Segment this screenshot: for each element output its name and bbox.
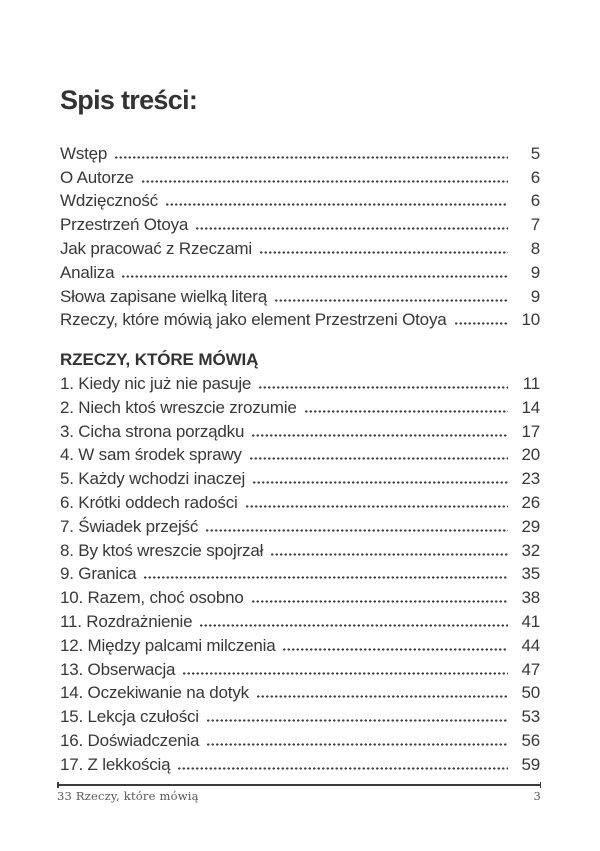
dot-leader (270, 552, 508, 557)
toc-entry-page: 59 (521, 754, 540, 774)
dot-leader (195, 226, 508, 231)
toc-entry (60, 211, 540, 235)
toc-entry-page: 8 (530, 238, 540, 258)
toc-entry-page: 35 (521, 564, 540, 584)
toc-entry (60, 307, 540, 331)
toc-entry (60, 513, 540, 537)
dot-leader (258, 385, 508, 390)
toc-entry-label: 8. By ktoś wreszcie spojrzał (60, 540, 264, 560)
dot-leader (182, 671, 508, 676)
toc-entry-page: 20 (521, 445, 540, 465)
dot-leader (143, 575, 508, 580)
toc-entry (60, 632, 540, 656)
toc-entry-page: 50 (521, 683, 540, 703)
footer-page-number: 3 (533, 788, 541, 803)
dot-leader (251, 599, 508, 604)
toc-entry-label: 7. Świadek przejść (60, 516, 199, 536)
dot-leader (256, 694, 508, 699)
page-title: Spis treści: (60, 85, 198, 115)
toc-entry-label: 11. Rozdrażnienie (60, 611, 193, 631)
dot-leader (165, 202, 508, 207)
toc-entry-page: 7 (530, 215, 540, 235)
toc-entry (60, 418, 540, 442)
toc-entry-label: Analiza (60, 262, 115, 282)
dot-leader (177, 766, 508, 771)
toc-entry-page: 38 (521, 588, 540, 608)
toc-entry (60, 235, 540, 259)
toc-entry-label: 15. Lekcja czułości (60, 707, 199, 727)
toc-entry (60, 608, 540, 632)
toc-entry-page: 6 (530, 191, 540, 211)
footer-text-row (57, 789, 541, 803)
toc-entry (60, 656, 540, 680)
toc-entry-label: 17. Z lekkością (60, 754, 171, 774)
toc-entry-page: 44 (521, 635, 540, 655)
toc-entry (60, 164, 540, 188)
toc-entry-page: 14 (521, 397, 540, 417)
page-footer (57, 784, 541, 803)
toc-entry-label: 2. Niech ktoś wreszcie zrozumie (60, 397, 297, 417)
section-header: RZECZY, KTÓRE MÓWIĄ (60, 350, 259, 370)
toc-entry-label: Przestrzeń Otoya (60, 215, 189, 235)
toc-entry (60, 751, 540, 775)
footer-book-title: 33 Rzeczy, które mówią (57, 788, 199, 803)
toc-entry (60, 442, 540, 466)
toc-entry-label: O Autorze (60, 167, 134, 187)
dot-leader (282, 647, 508, 652)
toc-list-chapters (60, 370, 540, 775)
toc-entry-label: 5. Każdy wchodzi inaczej (60, 469, 246, 489)
toc-entry-label: 1. Kiedy nic już nie pasuje (60, 373, 252, 393)
toc-entry-page: 32 (521, 540, 540, 560)
toc-entry-page: 9 (530, 262, 540, 282)
toc-entry-label: 13. Obserwacja (60, 659, 176, 679)
toc-entry (60, 537, 540, 561)
toc-entry-label: 4. W sam środek sprawy (60, 445, 242, 465)
toc-entry (60, 140, 540, 164)
dot-leader (245, 504, 508, 509)
dot-leader (252, 480, 508, 485)
toc-entry (60, 489, 540, 513)
toc-entry (60, 465, 540, 489)
toc-entry-page: 56 (521, 730, 540, 750)
toc-entry-label: Słowa zapisane wielką literą (60, 286, 268, 306)
toc-entry (60, 584, 540, 608)
toc-entry (60, 680, 540, 704)
dot-leader (141, 179, 508, 184)
toc-entry-page: 23 (521, 469, 540, 489)
dot-leader (121, 274, 508, 279)
toc-entry-page: 6 (530, 167, 540, 187)
dot-leader (259, 250, 508, 255)
toc-entry (60, 561, 540, 585)
dot-leader (251, 433, 508, 438)
dot-leader (249, 456, 508, 461)
toc-entry-label: 3. Cicha strona porządku (60, 421, 245, 441)
toc-entry-page: 11 (522, 373, 540, 393)
toc-entry (60, 394, 540, 418)
toc-entry (60, 259, 540, 283)
toc-entry-label: 12. Między palcami milczenia (60, 635, 276, 655)
dot-leader (114, 155, 508, 160)
toc-entry-label: 14. Oczekiwanie na dotyk (60, 683, 249, 703)
toc-entry-label: Wstęp (60, 143, 108, 163)
toc-entry (60, 283, 540, 307)
dot-leader (304, 409, 508, 414)
footer-rule (57, 784, 541, 786)
toc-entry-page: 10 (521, 310, 540, 330)
toc-entry (60, 370, 540, 394)
toc-entry-page: 26 (521, 492, 540, 512)
toc-entry-page: 41 (521, 611, 540, 631)
toc-entry (60, 188, 540, 212)
toc-entry (60, 727, 540, 751)
toc-entry-label: Wdzięczność (60, 191, 158, 211)
dot-leader (454, 321, 509, 326)
dot-leader (205, 528, 508, 533)
dot-leader (206, 742, 508, 747)
toc-entry-page: 9 (530, 286, 540, 306)
toc-entry-label: 16. Doświadczenia (60, 730, 200, 750)
toc-entry-label: 6. Krótki oddech radości (60, 492, 238, 512)
toc-entry-page: 17 (521, 421, 540, 441)
toc-entry-page: 5 (530, 143, 540, 163)
dot-leader (206, 718, 508, 723)
dot-leader (199, 623, 508, 628)
toc-entry-label: 9. Granica (60, 564, 137, 584)
toc-list-front-matter (60, 140, 540, 330)
dot-leader (274, 298, 508, 303)
toc-entry-label: Jak pracować z Rzeczami (60, 238, 252, 258)
toc-entry-page: 53 (521, 707, 540, 727)
toc-entry-page: 29 (521, 516, 540, 536)
toc-entry-label: Rzeczy, które mówią jako element Przestrzeni Otoya (60, 310, 447, 330)
toc-content (60, 0, 540, 775)
toc-entry (60, 703, 540, 727)
toc-entry-page: 47 (521, 659, 540, 679)
toc-entry-label: 10. Razem, choć osobno (60, 588, 244, 608)
